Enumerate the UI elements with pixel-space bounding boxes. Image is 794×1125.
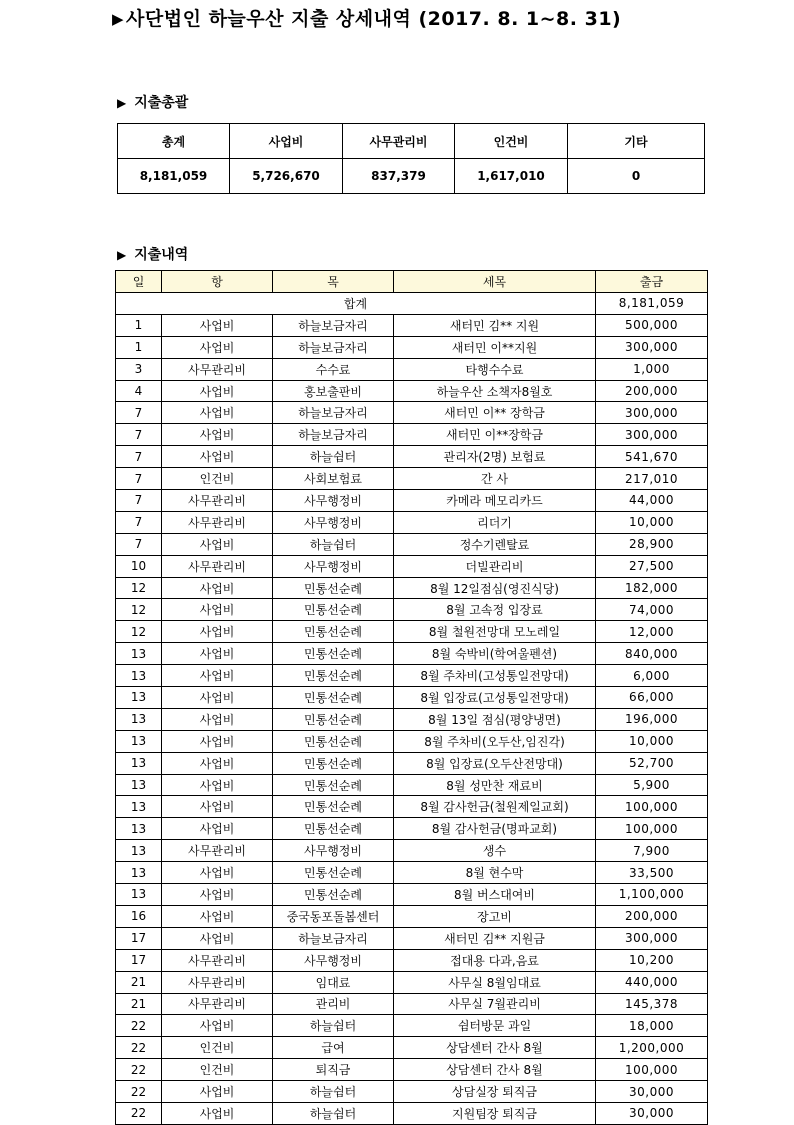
table-row [116,446,708,468]
table-row [116,621,708,643]
subitem-cell: 8월 고속정 입장료 [394,599,596,621]
table-row [116,1102,708,1124]
amount-cell: 440,000 [596,971,708,993]
subitem-cell: 새터민 이**지원 [394,336,596,358]
summary-value-cell: 8,181,059 [118,159,230,194]
item-cell: 민통선순례 [273,577,394,599]
subitem-cell: 8월 주차비(고성통일전망대) [394,665,596,687]
amount-cell: 6,000 [596,665,708,687]
item-cell: 민통선순례 [273,796,394,818]
subitem-cell: 8월 입장료(고성통일전망대) [394,687,596,709]
table-row [116,796,708,818]
page-title [112,4,621,31]
amount-cell: 10,200 [596,949,708,971]
day-cell: 13 [116,862,162,884]
day-cell: 13 [116,884,162,906]
amount-cell: 33,500 [596,862,708,884]
item-cell: 홍보출판비 [273,380,394,402]
item-cell: 민통선순례 [273,621,394,643]
item-cell: 민통선순례 [273,665,394,687]
subitem-cell: 8월 숙박비(학여울펜션) [394,643,596,665]
item-cell: 민통선순례 [273,884,394,906]
subitem-cell: 장고비 [394,905,596,927]
summary-header-cell: 인건비 [455,124,568,159]
amount-cell: 10,000 [596,511,708,533]
day-cell: 13 [116,730,162,752]
day-cell: 22 [116,1037,162,1059]
amount-cell: 5,900 [596,774,708,796]
day-cell: 7 [116,511,162,533]
category-cell: 사업비 [162,774,273,796]
amount-cell: 300,000 [596,927,708,949]
day-cell: 16 [116,905,162,927]
item-cell: 사무행정비 [273,555,394,577]
subitem-cell: 새터민 김** 지원금 [394,927,596,949]
category-cell: 인건비 [162,1037,273,1059]
subitem-cell: 타행수수료 [394,358,596,380]
table-row [116,468,708,490]
category-cell: 사업비 [162,752,273,774]
summary-header-cell: 사업비 [230,124,343,159]
day-cell: 13 [116,752,162,774]
table-row [116,511,708,533]
category-cell: 사업비 [162,424,273,446]
amount-cell: 1,100,000 [596,884,708,906]
table-row [116,1015,708,1037]
subitem-cell: 생수 [394,840,596,862]
subitem-cell: 8월 버스대여비 [394,884,596,906]
subitem-cell: 카메라 메모리카드 [394,490,596,512]
subitem-cell: 새터민 이**장학금 [394,424,596,446]
detail-table [115,270,708,1125]
table-row [116,927,708,949]
item-cell: 하늘쉼터 [273,1015,394,1037]
category-cell: 사업비 [162,884,273,906]
page-title-text: 사단법인 하늘우산 지출 상세내역 (2017. 8. 1~8. 31) [126,8,622,30]
day-cell: 13 [116,840,162,862]
subitem-cell: 사무실 7월관리비 [394,993,596,1015]
amount-cell: 196,000 [596,708,708,730]
day-cell: 1 [116,336,162,358]
category-cell: 사업비 [162,380,273,402]
table-row [116,993,708,1015]
item-cell: 중국동포돌봄센터 [273,905,394,927]
day-cell: 1 [116,314,162,336]
table-row [116,665,708,687]
day-cell: 13 [116,708,162,730]
summary-header-cell: 총계 [118,124,230,159]
item-cell: 급여 [273,1037,394,1059]
subitem-cell: 하늘우산 소책자8월호 [394,380,596,402]
category-cell: 사무관리비 [162,555,273,577]
item-cell: 민통선순례 [273,599,394,621]
day-cell: 17 [116,949,162,971]
amount-cell: 1,000 [596,358,708,380]
amount-cell: 217,010 [596,468,708,490]
subitem-cell: 간 사 [394,468,596,490]
day-cell: 7 [116,424,162,446]
table-row [116,1037,708,1059]
amount-cell: 74,000 [596,599,708,621]
day-cell: 7 [116,533,162,555]
amount-cell: 300,000 [596,402,708,424]
table-row [116,818,708,840]
subitem-cell: 새터민 김** 지원 [394,314,596,336]
item-cell: 하늘보금자리 [273,336,394,358]
amount-cell: 12,000 [596,621,708,643]
detail-header-cell: 목 [273,271,394,293]
category-cell: 사업비 [162,818,273,840]
day-cell: 7 [116,468,162,490]
amount-cell: 200,000 [596,380,708,402]
day-cell: 7 [116,446,162,468]
detail-header-cell: 일 [116,271,162,293]
day-cell: 13 [116,687,162,709]
category-cell: 사업비 [162,905,273,927]
item-cell: 민통선순례 [273,730,394,752]
item-cell: 하늘보금자리 [273,424,394,446]
amount-cell: 66,000 [596,687,708,709]
table-row [116,643,708,665]
amount-cell: 200,000 [596,905,708,927]
summary-table [117,123,705,194]
table-row [116,490,708,512]
table-row [116,533,708,555]
day-cell: 17 [116,927,162,949]
subitem-cell: 8월 성만찬 재료비 [394,774,596,796]
table-row [116,752,708,774]
category-cell: 사업비 [162,1015,273,1037]
subitem-cell: 8월 현수막 [394,862,596,884]
category-cell: 사업비 [162,796,273,818]
category-cell: 사업비 [162,687,273,709]
item-cell: 관리비 [273,993,394,1015]
subitem-cell: 상담센터 간사 8월 [394,1037,596,1059]
category-cell: 사업비 [162,927,273,949]
subitem-cell: 정수기렌탈료 [394,533,596,555]
amount-cell: 18,000 [596,1015,708,1037]
subitem-cell: 사무실 8월임대료 [394,971,596,993]
summary-section-label: 지출총괄 [134,95,189,111]
summary-value-cell: 837,379 [343,159,455,194]
item-cell: 민통선순례 [273,643,394,665]
item-cell: 하늘쉼터 [273,1102,394,1124]
amount-cell: 300,000 [596,424,708,446]
table-row [116,314,708,336]
subitem-cell: 8월 감사헌금(철원제일교회) [394,796,596,818]
subitem-cell: 8월 12일점심(영진식당) [394,577,596,599]
subitem-cell: 8월 철원전망대 모노레일 [394,621,596,643]
table-row [116,599,708,621]
amount-cell: 44,000 [596,490,708,512]
day-cell: 13 [116,643,162,665]
category-cell: 사업비 [162,730,273,752]
amount-cell: 1,200,000 [596,1037,708,1059]
table-row [116,949,708,971]
amount-cell: 100,000 [596,1059,708,1081]
subitem-cell: 새터민 이** 장학금 [394,402,596,424]
subitem-cell: 접대용 다과,음료 [394,949,596,971]
day-cell: 13 [116,796,162,818]
category-cell: 사업비 [162,533,273,555]
detail-body [116,293,708,1125]
table-row [116,862,708,884]
amount-cell: 7,900 [596,840,708,862]
item-cell: 하늘쉼터 [273,1081,394,1103]
category-cell: 사업비 [162,446,273,468]
summary-value-row [118,159,705,194]
day-cell: 21 [116,971,162,993]
detail-section-label: 지출내역 [134,247,189,263]
table-row [116,358,708,380]
day-cell: 7 [116,402,162,424]
amount-cell: 145,378 [596,993,708,1015]
detail-header-cell: 항 [162,271,273,293]
category-cell: 사업비 [162,643,273,665]
amount-cell: 27,500 [596,555,708,577]
subitem-cell: 8월 감사헌금(명파교회) [394,818,596,840]
table-row [116,884,708,906]
summary-value-cell: 1,617,010 [455,159,568,194]
subitem-cell: 쉼터방문 과일 [394,1015,596,1037]
triangle-right-icon: ▶ [117,96,127,110]
category-cell: 사업비 [162,599,273,621]
day-cell: 13 [116,774,162,796]
category-cell: 사업비 [162,402,273,424]
category-cell: 인건비 [162,1059,273,1081]
item-cell: 퇴직금 [273,1059,394,1081]
subitem-cell: 지원팀장 퇴직금 [394,1102,596,1124]
amount-cell: 28,900 [596,533,708,555]
amount-cell: 300,000 [596,336,708,358]
amount-cell: 840,000 [596,643,708,665]
category-cell: 사무관리비 [162,511,273,533]
triangle-right-icon: ▶ [117,248,127,262]
subitem-cell: 8월 13일 점심(평양냉면) [394,708,596,730]
category-cell: 사무관리비 [162,993,273,1015]
subitem-cell: 리더기 [394,511,596,533]
category-cell: 사업비 [162,314,273,336]
table-row [116,971,708,993]
day-cell: 22 [116,1102,162,1124]
item-cell: 하늘보금자리 [273,314,394,336]
amount-cell: 100,000 [596,818,708,840]
total-value: 8,181,059 [596,293,708,315]
summary-header-cell: 사무관리비 [343,124,455,159]
day-cell: 7 [116,490,162,512]
category-cell: 사업비 [162,665,273,687]
table-row [116,840,708,862]
summary-value-cell: 5,726,670 [230,159,343,194]
detail-header-cell: 출금 [596,271,708,293]
day-cell: 3 [116,358,162,380]
amount-cell: 500,000 [596,314,708,336]
day-cell: 12 [116,577,162,599]
category-cell: 사무관리비 [162,490,273,512]
amount-cell: 100,000 [596,796,708,818]
item-cell: 민통선순례 [273,818,394,840]
table-row [116,774,708,796]
total-label: 합계 [116,293,596,315]
category-cell: 사업비 [162,577,273,599]
category-cell: 사무관리비 [162,358,273,380]
table-row [116,424,708,446]
category-cell: 사업비 [162,621,273,643]
table-row [116,730,708,752]
item-cell: 민통선순례 [273,862,394,884]
amount-cell: 182,000 [596,577,708,599]
subitem-cell: 상담센터 간사 8월 [394,1059,596,1081]
item-cell: 하늘보금자리 [273,927,394,949]
detail-header-cell: 세목 [394,271,596,293]
subitem-cell: 더빌관리비 [394,555,596,577]
summary-value-cell: 0 [568,159,705,194]
item-cell: 사무행정비 [273,511,394,533]
item-cell: 민통선순례 [273,774,394,796]
table-row [116,708,708,730]
table-row [116,555,708,577]
day-cell: 12 [116,599,162,621]
day-cell: 22 [116,1059,162,1081]
item-cell: 하늘쉼터 [273,446,394,468]
day-cell: 13 [116,818,162,840]
amount-cell: 52,700 [596,752,708,774]
amount-cell: 30,000 [596,1102,708,1124]
day-cell: 22 [116,1015,162,1037]
category-cell: 사업비 [162,1081,273,1103]
detail-header-row [116,271,708,293]
amount-cell: 541,670 [596,446,708,468]
day-cell: 4 [116,380,162,402]
item-cell: 임대료 [273,971,394,993]
item-cell: 민통선순례 [273,708,394,730]
category-cell: 인건비 [162,468,273,490]
subitem-cell: 8월 주차비(오두산,임진각) [394,730,596,752]
day-cell: 22 [116,1081,162,1103]
table-row [116,905,708,927]
detail-section-heading [117,244,188,264]
item-cell: 사무행정비 [273,840,394,862]
category-cell: 사업비 [162,708,273,730]
table-row [116,336,708,358]
subitem-cell: 관리자(2명) 보험료 [394,446,596,468]
category-cell: 사무관리비 [162,971,273,993]
table-row [116,1081,708,1103]
category-cell: 사업비 [162,862,273,884]
table-row [116,380,708,402]
table-row [116,402,708,424]
subitem-cell: 상담실장 퇴직금 [394,1081,596,1103]
summary-header-row [118,124,705,159]
amount-cell: 10,000 [596,730,708,752]
table-row [116,1059,708,1081]
item-cell: 민통선순례 [273,752,394,774]
table-row [116,687,708,709]
triangle-right-icon: ▶ [112,10,125,28]
day-cell: 13 [116,665,162,687]
item-cell: 사회보험료 [273,468,394,490]
day-cell: 21 [116,993,162,1015]
category-cell: 사무관리비 [162,840,273,862]
summary-header-cell: 기타 [568,124,705,159]
item-cell: 사무행정비 [273,490,394,512]
item-cell: 사무행정비 [273,949,394,971]
summary-section-heading [117,92,188,112]
day-cell: 10 [116,555,162,577]
total-row [116,293,708,315]
category-cell: 사무관리비 [162,949,273,971]
table-row [116,577,708,599]
day-cell: 12 [116,621,162,643]
category-cell: 사업비 [162,336,273,358]
item-cell: 하늘보금자리 [273,402,394,424]
item-cell: 민통선순례 [273,687,394,709]
amount-cell: 30,000 [596,1081,708,1103]
item-cell: 수수료 [273,358,394,380]
category-cell: 사업비 [162,1102,273,1124]
subitem-cell: 8월 입장료(오두산전망대) [394,752,596,774]
item-cell: 하늘쉼터 [273,533,394,555]
